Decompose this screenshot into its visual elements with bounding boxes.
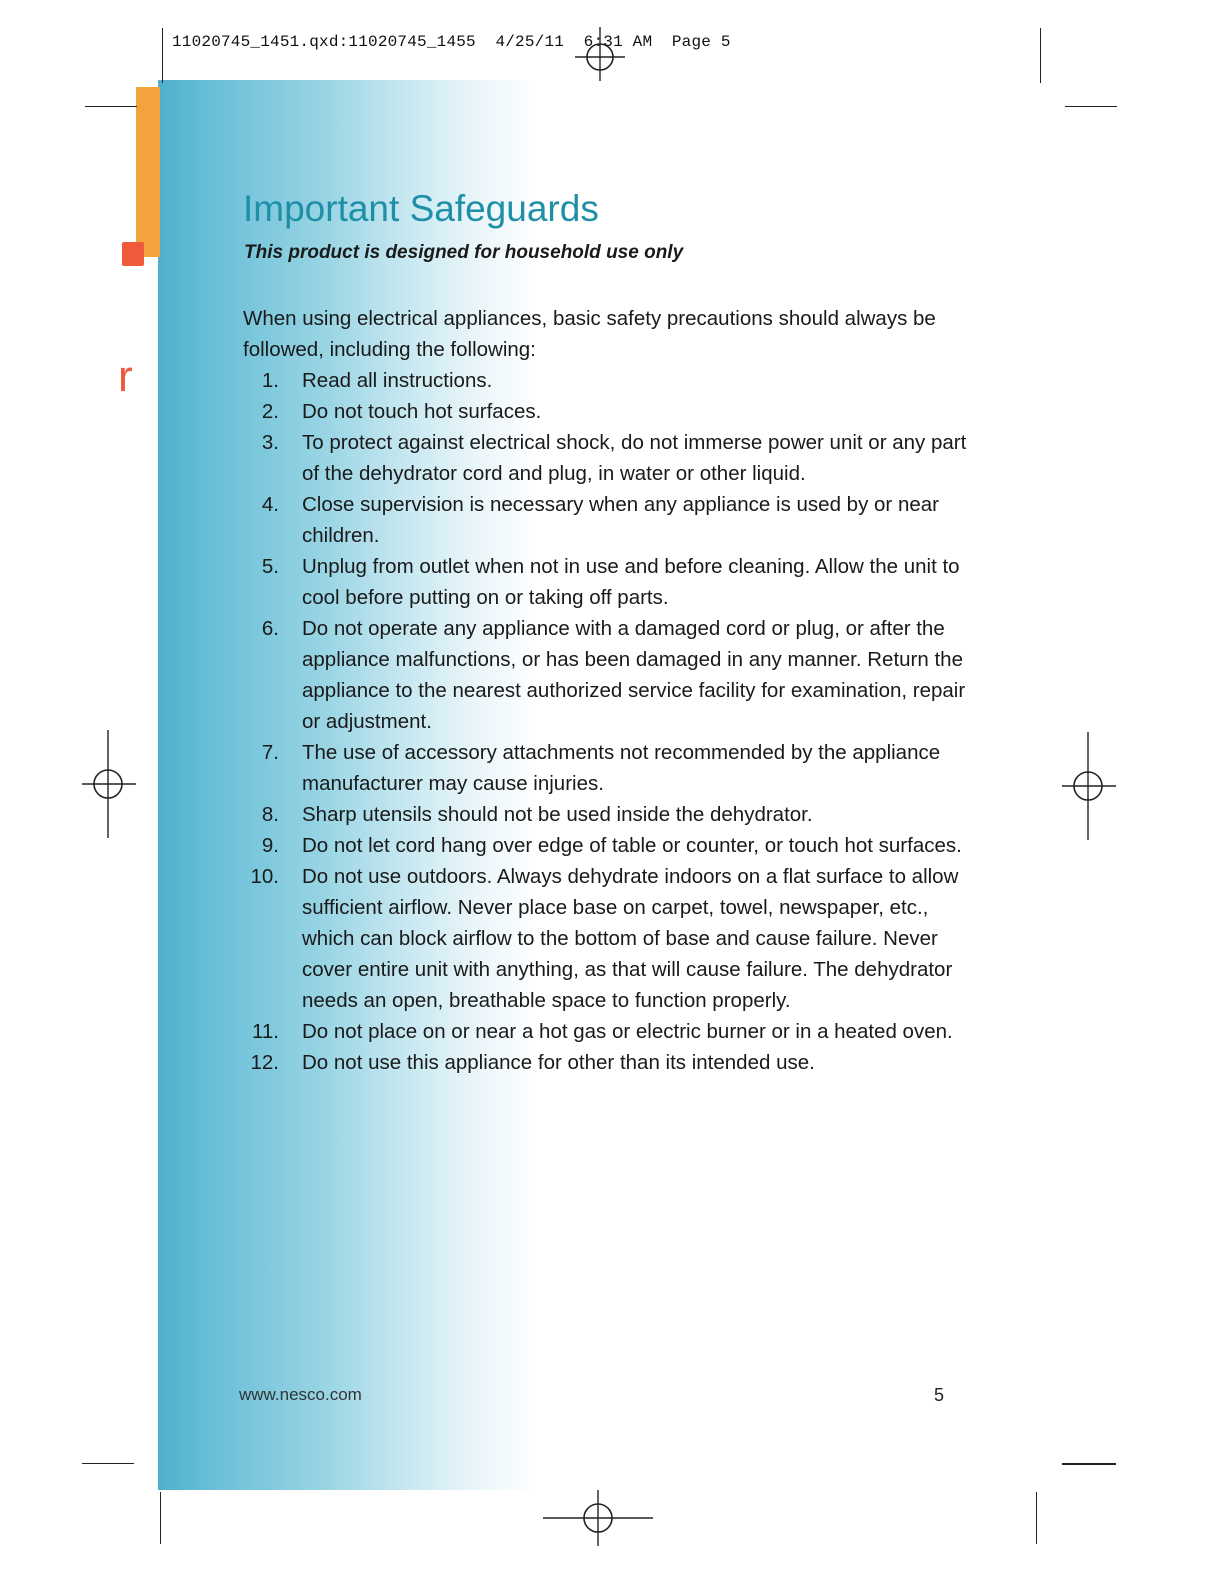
- crop-mark: [160, 1492, 161, 1544]
- item-number: 5.: [261, 555, 279, 578]
- item-text: Do not let cord hang over edge of table or counter, or touch hot surfaces.: [302, 834, 962, 857]
- list-item: [243, 737, 973, 799]
- item-number: 1.: [261, 369, 279, 392]
- item-number: 10.: [250, 865, 279, 888]
- item-number: 4.: [261, 493, 279, 516]
- page-subtitle: This product is designed for household use only: [244, 242, 684, 263]
- page-number: 5: [934, 1385, 945, 1405]
- crop-mark: [1065, 106, 1117, 107]
- registration-mark-icon: [82, 730, 138, 838]
- item-text: Do not use outdoors. Always dehydrate indoors on a flat surface to allow sufficient airflow. Never place base on carpet, towel, newspaper, etc., which can block airflow to the bottom of base and cause failure. Never cover entire unit with anything, as that will cause failure. The dehydrator needs an open, breathable space to function properly.: [302, 865, 959, 1012]
- list-item: [243, 799, 973, 830]
- registration-mark-icon: [575, 25, 625, 83]
- list-item: [243, 1016, 973, 1047]
- print-slug: 11020745_1451.qxd:11020745_1455 4/25/11 6:31 AM Page 5: [172, 33, 731, 51]
- item-text: Do not touch hot surfaces.: [302, 400, 542, 423]
- list-item: [243, 1047, 973, 1078]
- list-item: [243, 365, 973, 396]
- orange-edge-mark: [122, 242, 144, 266]
- list-item: [243, 613, 973, 737]
- item-text: Do not operate any appliance with a damaged cord or plug, or after the appliance malfunctions, or has been damaged in any manner. Return the appliance to the nearest authorized service facility for examination, repair or adjustment.: [302, 617, 966, 733]
- registration-mark-icon: [1060, 732, 1116, 840]
- intro-paragraph: When using electrical appliances, basic safety precautions should always be followed, including the following:: [243, 307, 936, 361]
- item-text: Do not use this appliance for other than its intended use.: [302, 1051, 815, 1074]
- item-number: 9.: [261, 834, 279, 857]
- item-text: Unplug from outlet when not in use and before cleaning. Allow the unit to cool before putting on or taking off parts.: [302, 555, 960, 609]
- crop-mark: [85, 106, 137, 107]
- crop-mark: [1062, 1463, 1116, 1465]
- registration-mark-icon: [543, 1490, 653, 1546]
- item-text: Read all instructions.: [302, 369, 493, 392]
- crop-mark: [162, 28, 163, 83]
- list-item: [243, 861, 973, 1016]
- list-item: [243, 489, 973, 551]
- item-number: 11.: [252, 1020, 279, 1043]
- page-title: Important Safeguards: [243, 188, 599, 229]
- item-number: 7.: [261, 741, 279, 764]
- item-text: To protect against electrical shock, do not immerse power unit or any part of the dehydrator cord and plug, in water or other liquid.: [302, 431, 967, 485]
- item-text: Close supervision is necessary when any appliance is used by or near children.: [302, 493, 939, 547]
- safeguards-list: [243, 365, 973, 1078]
- footer-website-link[interactable]: www.nesco.com: [239, 1385, 362, 1404]
- item-number: 6.: [261, 617, 279, 640]
- item-number: 2.: [261, 400, 279, 423]
- orange-edge-tab: [136, 87, 160, 257]
- edge-letter: r: [118, 352, 133, 401]
- list-item: [243, 830, 973, 861]
- item-text: Do not place on or near a hot gas or electric burner or in a heated oven.: [302, 1020, 953, 1043]
- list-item: [243, 551, 973, 613]
- list-item: [243, 396, 973, 427]
- item-number: 12.: [250, 1051, 279, 1074]
- item-text: Sharp utensils should not be used inside the dehydrator.: [302, 803, 813, 826]
- list-item: [243, 427, 973, 489]
- crop-mark: [82, 1463, 134, 1464]
- item-number: 8.: [261, 803, 279, 826]
- crop-mark: [1036, 1492, 1037, 1544]
- crop-mark: [1040, 28, 1041, 83]
- item-number: 3.: [261, 431, 279, 454]
- item-text: The use of accessory attachments not recommended by the appliance manufacturer may cause injuries.: [302, 741, 941, 795]
